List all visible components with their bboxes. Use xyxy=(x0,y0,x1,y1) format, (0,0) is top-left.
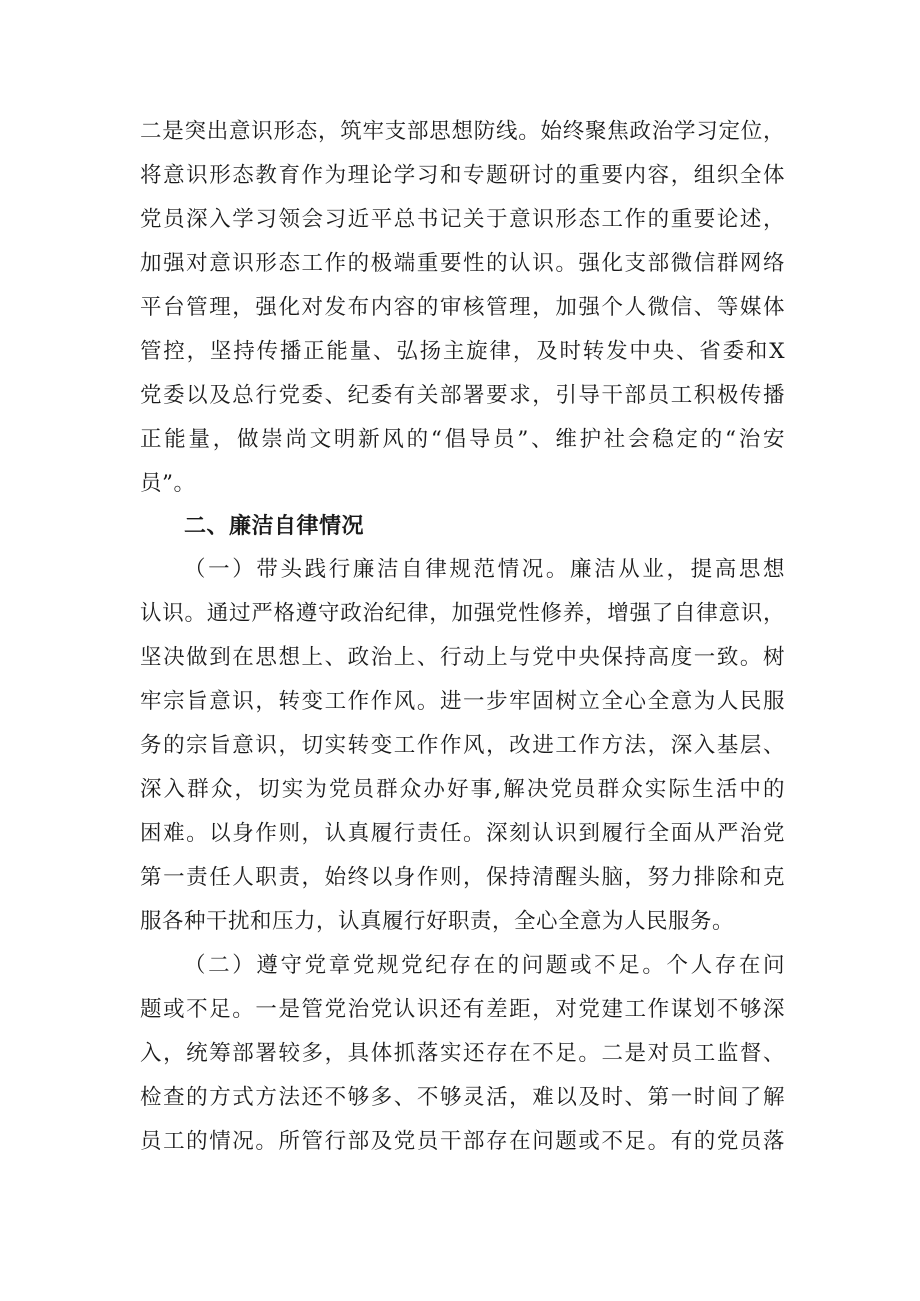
text-line: 入，统筹部署较多，具体抓落实还存在不足。二是对员工监督、 xyxy=(140,1041,785,1066)
text-line: （一）带头践行廉洁自律规范情况。廉洁从业，提高思想 xyxy=(184,557,785,582)
text-line: 牢宗旨意识，转变工作作风。进一步牢固树立全心全意为人民服 xyxy=(140,689,785,714)
text-line: 第一责任人职责，始终以身作则，保持清醒头脑，努力排除和克 xyxy=(140,865,785,890)
text-line: 困难。以身作则，认真履行责任。深刻认识到履行全面从严治党 xyxy=(140,821,785,846)
text-line: 党员深入学习领会习近平总书记关于意识形态工作的重要论述， xyxy=(140,207,785,232)
text-line: （二）遵守党章党规党纪存在的问题或不足。个人存在问 xyxy=(184,953,785,978)
text-line: 务的宗旨意识，切实转变工作作风，改进工作方法，深入基层、 xyxy=(140,733,785,758)
text-line: 管控，坚持传播正能量、弘扬主旋律，及时转发中央、省委和X xyxy=(140,339,785,364)
text-line: 党委以及总行党委、纪委有关部署要求，引导干部员工积极传播 xyxy=(140,383,785,408)
text-line: 坚决做到在思想上、政治上、行动上与党中央保持高度一致。树 xyxy=(140,645,785,670)
text-line: 员工的情况。所管行部及党员干部存在问题或不足。有的党员落 xyxy=(140,1129,785,1154)
text-line: 员”。 xyxy=(140,471,196,496)
text-line: 服各种干扰和压力，认真履行好职责，全心全意为人民服务。 xyxy=(140,909,735,934)
text-line: 检查的方式方法还不够多、不够灵活，难以及时、第一时间了解 xyxy=(140,1085,785,1110)
text-line: 题或不足。一是管党治党认识还有差距，对党建工作谋划不够深 xyxy=(140,997,785,1022)
section-heading: 二、廉洁自律情况 xyxy=(184,514,365,539)
text-line: 加强对意识形态工作的极端重要性的认识。强化支部微信群网络 xyxy=(140,251,785,276)
text-line: 深入群众，切实为党员群众办好事,解决党员群众实际生活中的 xyxy=(140,777,785,802)
text-line: 将意识形态教育作为理论学习和专题研讨的重要内容，组织全体 xyxy=(140,163,785,188)
text-line: 平台管理，强化对发布内容的审核管理，加强个人微信、等媒体 xyxy=(140,295,785,320)
text-line: 二是突出意识形态，筑牢支部思想防线。始终聚焦政治学习定位， xyxy=(140,119,785,144)
text-line: 正能量，做崇尚文明新风的“倡导员”、维护社会稳定的“治安 xyxy=(140,427,785,452)
text-line: 认识。通过严格遵守政治纪律，加强党性修养，增强了自律意识， xyxy=(140,601,785,626)
